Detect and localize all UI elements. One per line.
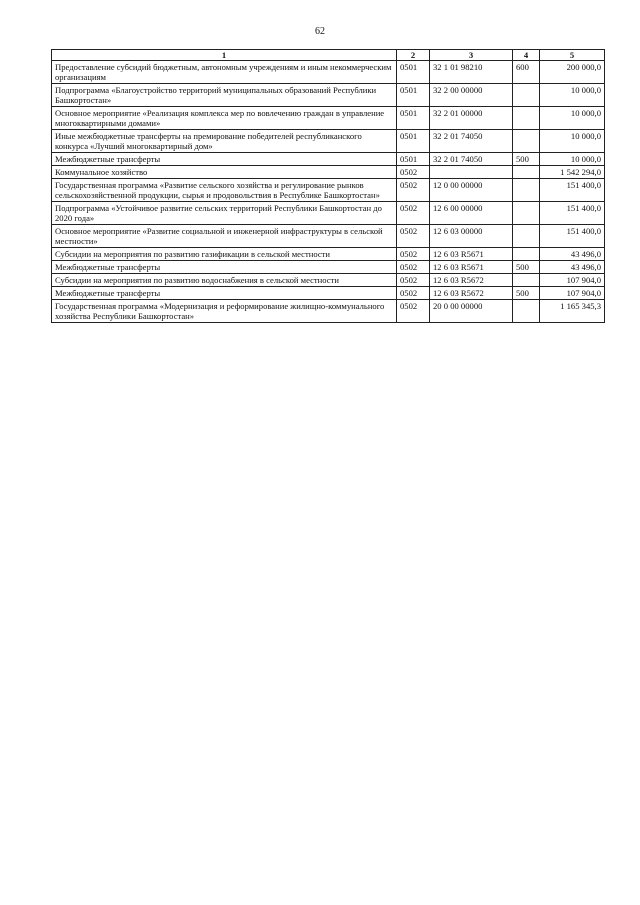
table-row [52, 261, 605, 274]
row-expense-type [513, 225, 540, 248]
row-name: Межбюджетные трансферты [52, 261, 397, 274]
row-amount: 151 400,0 [540, 202, 605, 225]
row-amount: 107 904,0 [540, 287, 605, 300]
table-row [52, 248, 605, 261]
row-section: 0501 [397, 107, 430, 130]
row-expense-type [513, 107, 540, 130]
row-target: 12 6 00 00000 [430, 202, 513, 225]
row-section: 0502 [397, 166, 430, 179]
row-target: 32 2 01 74050 [430, 153, 513, 166]
row-amount: 151 400,0 [540, 225, 605, 248]
row-name: Иные межбюджетные трансферты на премирование победителей республиканского конкурса «Лучший многоквартирный дом» [52, 130, 397, 153]
table-row [52, 166, 605, 179]
row-section: 0502 [397, 202, 430, 225]
row-expense-type [513, 179, 540, 202]
row-name: Предоставление субсидий бюджетным, автономным учреждениям и иным некоммерческим организациям [52, 61, 397, 84]
row-name: Межбюджетные трансферты [52, 153, 397, 166]
row-target: 12 6 03 R5671 [430, 261, 513, 274]
row-name: Государственная программа «Развитие сельского хозяйства и регулирование рынков сельскохозяйственной продукции, сырья и продовольствия в Республике Башкортостан» [52, 179, 397, 202]
row-name: Межбюджетные трансферты [52, 287, 397, 300]
row-expense-type [513, 300, 540, 323]
table-row [52, 61, 605, 84]
row-target: 32 2 01 00000 [430, 107, 513, 130]
table-row [52, 287, 605, 300]
table-body [52, 61, 605, 323]
row-amount: 200 000,0 [540, 61, 605, 84]
header-col-4: 4 [513, 50, 540, 61]
row-target: 32 2 00 00000 [430, 84, 513, 107]
row-section: 0502 [397, 300, 430, 323]
row-target: 20 0 00 00000 [430, 300, 513, 323]
table-row [52, 153, 605, 166]
row-expense-type [513, 130, 540, 153]
budget-table [51, 49, 605, 323]
row-amount: 10 000,0 [540, 130, 605, 153]
row-amount: 151 400,0 [540, 179, 605, 202]
row-section: 0502 [397, 225, 430, 248]
table-row [52, 274, 605, 287]
row-name: Подпрограмма «Благоустройство территорий муниципальных образований Республики Башкортостан» [52, 84, 397, 107]
row-section: 0502 [397, 179, 430, 202]
row-target: 12 6 03 R5672 [430, 287, 513, 300]
row-amount: 10 000,0 [540, 153, 605, 166]
table-header-row [52, 50, 605, 61]
row-section: 0502 [397, 274, 430, 287]
row-target: 12 6 03 R5672 [430, 274, 513, 287]
header-col-5: 5 [540, 50, 605, 61]
row-expense-type: 500 [513, 261, 540, 274]
row-target: 12 6 03 00000 [430, 225, 513, 248]
row-section: 0502 [397, 287, 430, 300]
row-section: 0501 [397, 153, 430, 166]
table-row [52, 179, 605, 202]
row-expense-type [513, 274, 540, 287]
row-expense-type: 600 [513, 61, 540, 84]
header-col-1: 1 [52, 50, 397, 61]
row-target: 12 6 03 R5671 [430, 248, 513, 261]
row-amount: 107 904,0 [540, 274, 605, 287]
row-section: 0502 [397, 261, 430, 274]
row-target [430, 166, 513, 179]
row-amount: 1 165 345,3 [540, 300, 605, 323]
row-amount: 43 496,0 [540, 248, 605, 261]
row-name: Государственная программа «Модернизация и реформирование жилищно-коммунального хозяйства Республики Башкортостан» [52, 300, 397, 323]
row-expense-type [513, 202, 540, 225]
header-col-2: 2 [397, 50, 430, 61]
table-row [52, 107, 605, 130]
page-number: 62 [315, 26, 325, 37]
row-expense-type: 500 [513, 287, 540, 300]
row-amount: 10 000,0 [540, 84, 605, 107]
row-name: Коммунальное хозяйство [52, 166, 397, 179]
row-section: 0501 [397, 84, 430, 107]
row-section: 0501 [397, 130, 430, 153]
row-expense-type [513, 166, 540, 179]
row-name: Основное мероприятие «Развитие социальной и инженерной инфраструктуры в сельской местности» [52, 225, 397, 248]
row-section: 0502 [397, 248, 430, 261]
row-amount: 43 496,0 [540, 261, 605, 274]
row-target: 32 2 01 74050 [430, 130, 513, 153]
row-name: Субсидии на мероприятия по развитию водоснабжения в сельской местности [52, 274, 397, 287]
row-expense-type: 500 [513, 153, 540, 166]
table-row [52, 300, 605, 323]
row-target: 32 1 01 98210 [430, 61, 513, 84]
row-amount: 10 000,0 [540, 107, 605, 130]
row-expense-type [513, 248, 540, 261]
row-name: Субсидии на мероприятия по развитию газификации в сельской местности [52, 248, 397, 261]
row-expense-type [513, 84, 540, 107]
header-col-3: 3 [430, 50, 513, 61]
row-amount: 1 542 294,0 [540, 166, 605, 179]
row-section: 0501 [397, 61, 430, 84]
row-name: Основное мероприятие «Реализация комплекса мер по вовлечению граждан в управление многоквартирными домами» [52, 107, 397, 130]
table-row [52, 130, 605, 153]
row-name: Подпрограмма «Устойчивое развитие сельских территорий Республики Башкортостан до 2020 года» [52, 202, 397, 225]
table-row [52, 84, 605, 107]
table-row [52, 225, 605, 248]
row-target: 12 0 00 00000 [430, 179, 513, 202]
table-row [52, 202, 605, 225]
